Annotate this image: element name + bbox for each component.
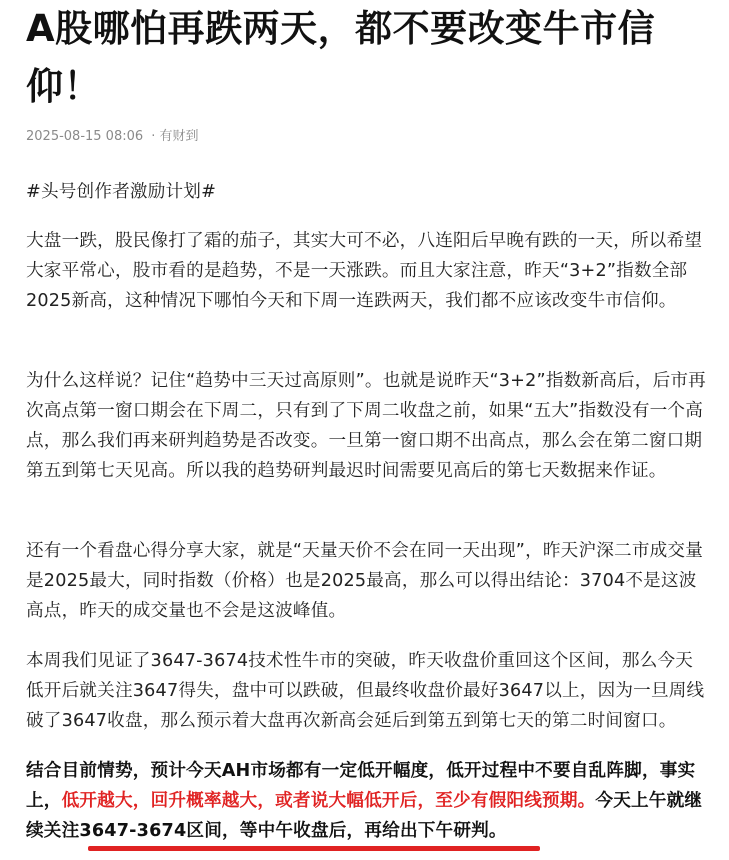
- paragraph-1: 大盘一跌，股民像打了霜的茄子，其实大可不必，八连阳后早晚有跌的一天，所以希望大家平常心，股市看的是趋势，不是一天涨跌。而且大家注意，昨天“3+2”指数全部2025新高，这种情况下哪怕今天和下周一连跌两天，我们都不应该改变牛市信仰。: [26, 231, 703, 311]
- conclusion-paragraph: [26, 756, 710, 846]
- conclusion-highlight-red: 低开越大，回升概率越大，或者说大幅低开后，至少有假阳线预期。: [61, 791, 596, 811]
- conclusion-text-2: 今天上午就继续关注3647-3674区间，等中午收盘后，再给出下午研判。: [26, 791, 703, 841]
- article-meta: [26, 128, 710, 146]
- article: [26, 0, 710, 841]
- conclusion-text-1: 结合目前情势，预计今天AH市场都有一定低开幅度，低开过程中不要自乱阵脚，事实上，: [26, 761, 696, 811]
- paragraph-3: 还有一个看盘心得分享大家，就是“天量天价不会在同一天出现”，昨天沪深二市成交量是2025最大，同时指数（价格）也是2025最高，那么可以得出结论：3704不是这波高点，昨天的成交量也不会是这波峰值。: [26, 541, 704, 621]
- author-source[interactable]: 有财到: [159, 129, 199, 144]
- highlight-underline: [88, 846, 540, 851]
- article-title: A股哪怕再跌两天，都不要改变牛市信仰！: [26, 7, 656, 108]
- paragraph-4: 本周我们见证了3647-3674技术性牛市的突破，昨天收盘价重回这个区间，那么今天低开后就关注3647得失，盘中可以跌破，但最终收盘价最好3647以上，因为一旦周线破了3647收盘，那么预示着大盘再次新高会延后到第五到第七天的第二时间窗口。: [26, 651, 705, 731]
- topic-tag[interactable]: #头号创作者激励计划#: [26, 182, 217, 202]
- meta-separator: ·: [151, 129, 156, 144]
- publish-date: 2025-08-15 08:06: [26, 129, 144, 144]
- paragraph-2: 为什么这样说？记住“趋势中三天过高原则”。也就是说昨天“3+2”指数新高后，后市再次高点第一窗口期会在下周二，只有到了下周二收盘之前，如果“五大”指数没有一个高点，那么我们再来研判趋势是否改变。一旦第一窗口期不出高点，那么会在第二窗口期第五到第七天见高。所以我的趋势研判最迟时间需要见高后的第七天数据来作证。: [26, 371, 706, 481]
